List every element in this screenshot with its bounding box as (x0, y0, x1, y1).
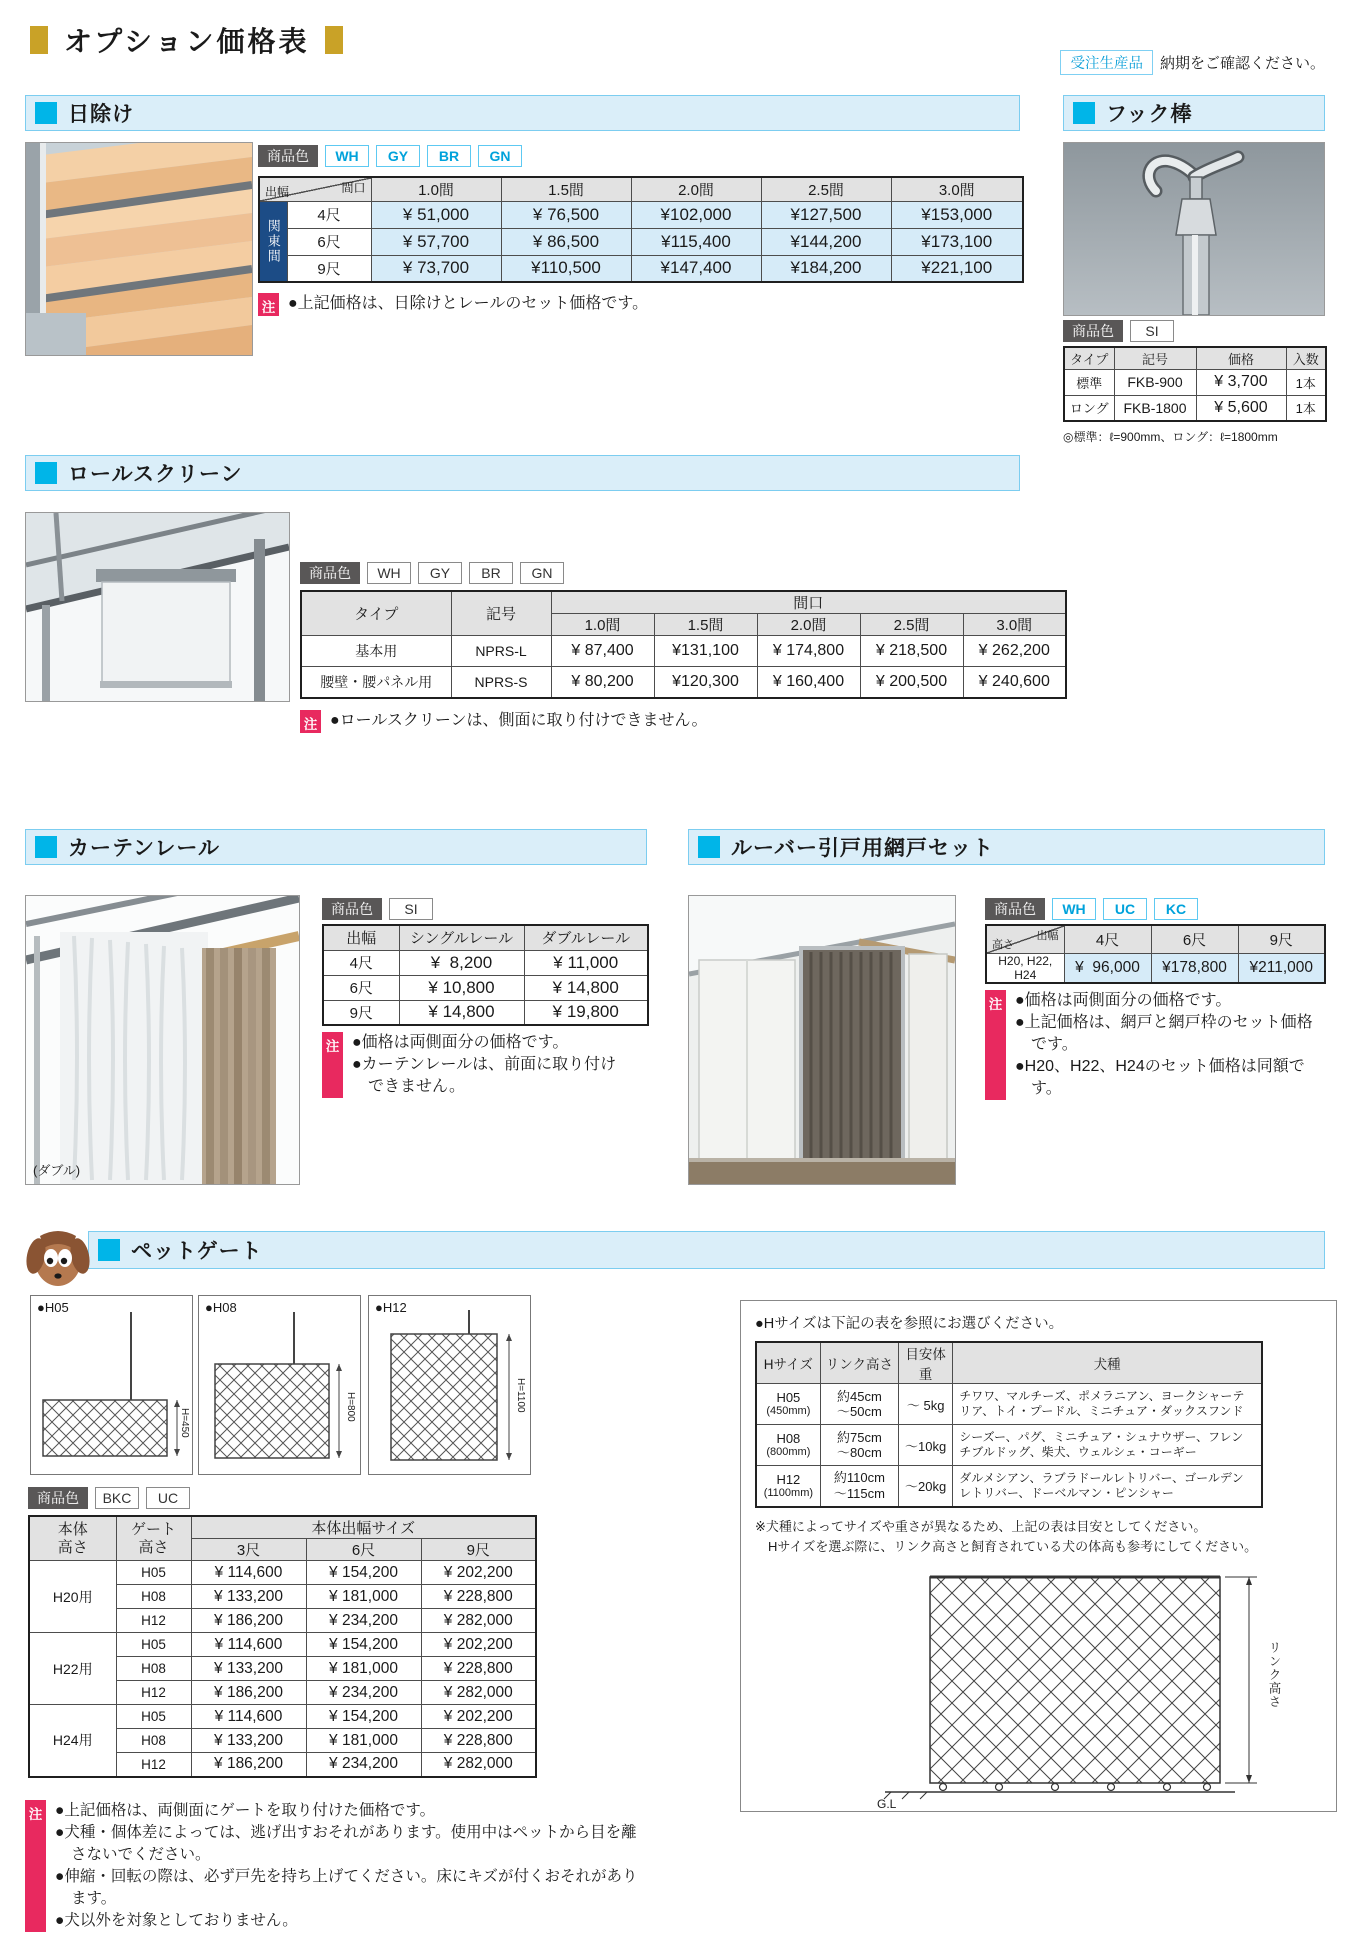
note-text: ※犬種によってサイズや重さが異なるため、上記の表は目安としてください。 (755, 1518, 1207, 1534)
price-cell: ¥ 262,200 (963, 636, 1066, 667)
price-cell: ¥184,200 (761, 255, 891, 282)
page-title: オプション価格表 (64, 26, 310, 57)
color-chip: UC (1103, 898, 1147, 920)
section-hook-header (1063, 95, 1325, 131)
col-header: 3.0間 (963, 614, 1066, 636)
diagram-dimension-label: リンク高さ (1267, 1640, 1281, 1708)
color-label: 商品色 (300, 562, 360, 584)
price-cell: ¥ 154,200 (306, 1705, 421, 1729)
color-chip: GN (520, 562, 564, 584)
price-cell: ¥211,000 (1238, 953, 1325, 983)
price-cell: ¥ 234,200 (306, 1609, 421, 1633)
curtain-price-table (322, 924, 649, 1026)
price-cell: ¥ 133,200 (191, 1729, 306, 1753)
col-header: 3.0間 (891, 177, 1023, 201)
petgate-colors (28, 1487, 190, 1509)
row-label: H05 (116, 1561, 191, 1585)
price-cell: ¥ 8,200 (399, 950, 524, 975)
col-header: 2.5間 (761, 177, 891, 201)
price-cell: ¥ 114,600 (191, 1705, 306, 1729)
color-chip: WH (1052, 898, 1096, 920)
cyan-square-icon (1073, 102, 1095, 124)
price-cell: ¥ 87,400 (551, 636, 654, 667)
price-cell: ¥178,800 (1151, 953, 1238, 983)
size-cell: H12 (1100mm) (756, 1466, 820, 1507)
photo-caption: (ダブル) (33, 1163, 81, 1178)
col-header: ダブルレール (524, 925, 648, 950)
gold-square-icon (30, 26, 48, 54)
color-chip: GY (418, 562, 462, 584)
col-header: 4尺 (1064, 925, 1151, 953)
row-label: ロング (1064, 395, 1114, 421)
price-cell: ¥ 5,600 (1196, 395, 1286, 421)
row-label: H12 (116, 1681, 191, 1705)
weight-cell: 〜20kg (899, 1466, 953, 1507)
col-header: シングルレール (399, 925, 524, 950)
group-label: H24用 (29, 1705, 116, 1777)
price-cell: ¥120,300 (654, 667, 757, 698)
weight-cell: 〜10kg (899, 1425, 953, 1466)
row-label: 6尺 (323, 975, 399, 1000)
price-cell: ¥ 240,600 (963, 667, 1066, 698)
color-chip: KC (1154, 898, 1198, 920)
ground-line-label: G.L (877, 1796, 897, 1811)
price-cell: ¥ 51,000 (371, 201, 501, 228)
row-label: H08 (116, 1729, 191, 1753)
note-text: ●価格は両側面分の価格です。 (352, 1034, 569, 1051)
price-cell: ¥ 282,000 (421, 1681, 536, 1705)
price-cell: ¥127,500 (761, 201, 891, 228)
qty-cell: 1本 (1286, 395, 1326, 421)
price-cell: ¥147,400 (631, 255, 761, 282)
color-label: 商品色 (28, 1487, 88, 1509)
group-label: H20用 (29, 1561, 116, 1633)
petgate-price-table (28, 1515, 537, 1778)
note-badge: 注 (300, 710, 321, 733)
row-label: H12 (116, 1753, 191, 1777)
note-text: ●上記価格は、両側面にゲートを取り付けた価格です。 (55, 1802, 436, 1819)
note-badge: 注 (322, 1032, 343, 1098)
price-cell: ¥ 234,200 (306, 1681, 421, 1705)
color-chip: GN (478, 145, 522, 167)
cyan-square-icon (698, 836, 720, 858)
span-header: 本体出幅サイズ (191, 1516, 536, 1539)
hiyoke-note (258, 293, 648, 316)
note-text: ●伸縮・回転の際は、必ず戸先を持ち上げてください。床にキズが付くおそれがあります。 (55, 1868, 638, 1907)
note-text: ●価格は両側面分の価格です。 (1015, 992, 1232, 1009)
price-cell: ¥ 228,800 (421, 1585, 536, 1609)
price-cell: ¥ 200,500 (860, 667, 963, 698)
color-chip: BKC (95, 1487, 139, 1509)
price-cell: ¥221,100 (891, 255, 1023, 282)
price-cell: ¥ 186,200 (191, 1609, 306, 1633)
price-cell: ¥ 14,800 (524, 975, 648, 1000)
link-height-cell: 約45cm 〜50cm (820, 1384, 898, 1425)
hook-price-table (1063, 346, 1327, 422)
code-cell: NPRS-S (451, 667, 551, 698)
price-cell: ¥ 234,200 (306, 1753, 421, 1777)
col-header: タイプ (301, 591, 451, 636)
section-petgate-header (88, 1231, 1325, 1269)
corner-cell (986, 925, 1064, 953)
price-cell: ¥ 186,200 (191, 1753, 306, 1777)
price-cell: ¥ 228,800 (421, 1729, 536, 1753)
figure-label: ●H12 (375, 1300, 407, 1315)
note-text: ●ロールスクリーンは、側面に取り付けできません。 (330, 712, 708, 729)
link-height-cell: 約110cm 〜115cm (820, 1466, 898, 1507)
price-cell: ¥ 181,000 (306, 1657, 421, 1681)
size-cell: H08 (800mm) (756, 1425, 820, 1466)
corner-top-label: 出幅 (1036, 930, 1059, 942)
color-chip: GY (376, 145, 420, 167)
color-label: 商品色 (1063, 320, 1123, 342)
figure-label: ●H05 (37, 1300, 69, 1315)
petgate-figure-h05 (30, 1295, 193, 1475)
type-cell: 基本用 (301, 636, 451, 667)
type-cell: 腰壁・腰パネル用 (301, 667, 451, 698)
col-header: 本体 高さ (29, 1516, 116, 1561)
code-cell: NPRS-L (451, 636, 551, 667)
size-cell: H05 (450mm) (756, 1384, 820, 1425)
color-chip: WH (367, 562, 411, 584)
hiyoke-colors (258, 145, 522, 167)
petgate-figure-h08 (198, 1295, 361, 1475)
col-header: 1.5間 (501, 177, 631, 201)
price-cell: ¥ 154,200 (306, 1633, 421, 1657)
corner-top-label: 間口 (341, 181, 366, 195)
rollscreen-price-table (300, 590, 1067, 699)
petgate-diagram (875, 1571, 1315, 1823)
col-header: 6尺 (306, 1539, 421, 1561)
note-text: ●犬種・個体差によっては、逃げ出すおそれがあります。使用中はペットから目を離さないでください。 (55, 1824, 637, 1863)
col-header: 犬種 (953, 1342, 1262, 1384)
price-cell: ¥ 202,200 (421, 1705, 536, 1729)
rollscreen-colors (300, 562, 564, 584)
breeds-cell: ダルメシアン、ラブラドールレトリバー、ゴールデンレトリバー、ドーベルマン・ピンシャー (953, 1466, 1262, 1507)
hsize-panel (740, 1300, 1337, 1812)
color-label: 商品色 (322, 898, 382, 920)
row-label: H12 (116, 1609, 191, 1633)
corner-cell (259, 177, 371, 201)
note-badge: 注 (985, 990, 1006, 1100)
weight-cell: 〜 5kg (899, 1384, 953, 1425)
rollscreen-note (300, 710, 708, 733)
section-curtain-title: カーテンレール (68, 837, 221, 860)
col-header: ゲート 高さ (116, 1516, 191, 1561)
petgate-notes (25, 1800, 647, 1932)
note-text: ●上記価格は、網戸と網戸枠のセット価格です。 (1015, 1014, 1313, 1053)
price-cell: ¥ 160,400 (757, 667, 860, 698)
row-label: 9尺 (287, 255, 371, 282)
price-cell: ¥ 11,000 (524, 950, 648, 975)
order-badge: 受注生産品 (1060, 50, 1153, 75)
col-header: 2.5間 (860, 614, 963, 636)
col-header: 3尺 (191, 1539, 306, 1561)
price-cell: ¥ 14,800 (399, 1000, 524, 1025)
price-cell: ¥ 114,600 (191, 1633, 306, 1657)
note-text: ●H20、H22、H24のセット価格は同額です。 (1015, 1058, 1305, 1097)
price-cell: ¥ 3,700 (1196, 369, 1286, 395)
hook-footnote: ◎標準：ℓ=900mm、ロング：ℓ=1800mm (1063, 430, 1278, 444)
section-petgate-title: ペットゲート (131, 1240, 263, 1263)
region-label: 関東間 (259, 201, 287, 282)
color-chip: WH (325, 145, 369, 167)
col-header: 9尺 (421, 1539, 536, 1561)
cyan-square-icon (35, 102, 57, 124)
price-cell: ¥ 186,200 (191, 1681, 306, 1705)
cyan-square-icon (35, 836, 57, 858)
price-cell: ¥ 57,700 (371, 228, 501, 255)
color-chip: SI (389, 898, 433, 920)
col-header: 2.0間 (631, 177, 761, 201)
price-cell: ¥ 154,200 (306, 1561, 421, 1585)
order-note-text: 納期をご確認ください。 (1159, 55, 1325, 72)
col-header: 1.0間 (551, 614, 654, 636)
col-header: Hサイズ (756, 1342, 820, 1384)
col-header: リンク高さ (820, 1342, 898, 1384)
curtain-photo (25, 895, 300, 1185)
note-text: Hサイズを選ぶ際に、リンク高さと飼育されている犬の体高も参考にしてください。 (755, 1538, 1258, 1554)
col-header: 出幅 (323, 925, 399, 950)
price-cell: ¥ 282,000 (421, 1609, 536, 1633)
price-cell: ¥ 133,200 (191, 1657, 306, 1681)
dimension-label: H=450 (179, 1408, 190, 1438)
col-header: 9尺 (1238, 925, 1325, 953)
row-label: 4尺 (287, 201, 371, 228)
group-label: H22用 (29, 1633, 116, 1705)
price-cell: ¥ 114,600 (191, 1561, 306, 1585)
col-header: 入数 (1286, 347, 1326, 369)
page-title-row (30, 20, 343, 60)
price-cell: ¥ 218,500 (860, 636, 963, 667)
col-header: 記号 (1114, 347, 1196, 369)
price-cell: ¥ 133,200 (191, 1585, 306, 1609)
col-header: 記号 (451, 591, 551, 636)
row-label: 6尺 (287, 228, 371, 255)
price-cell: ¥ 181,000 (306, 1585, 421, 1609)
price-cell: ¥131,100 (654, 636, 757, 667)
gold-square-icon (325, 26, 343, 54)
hsize-intro: ●Hサイズは下記の表を参照にお選びください。 (755, 1316, 1064, 1332)
row-label: 標準 (1064, 369, 1114, 395)
dimension-label: H=800 (345, 1392, 356, 1422)
louver-note (985, 990, 1323, 1100)
col-header: タイプ (1064, 347, 1114, 369)
cyan-square-icon (35, 462, 57, 484)
note-badge: 注 (25, 1800, 46, 1932)
section-louver-header (688, 829, 1325, 865)
breeds-cell: シーズー、パグ、ミニチュア・シュナウザー、フレンチブルドッグ、柴犬、ウェルシェ・コーギー (953, 1425, 1262, 1466)
color-chip: BR (469, 562, 513, 584)
price-cell: ¥ 10,800 (399, 975, 524, 1000)
color-label: 商品色 (985, 898, 1045, 920)
col-header: 2.0間 (757, 614, 860, 636)
section-hiyoke-title: 日除け (68, 103, 134, 126)
col-header: 価格 (1196, 347, 1286, 369)
col-header: 1.5間 (654, 614, 757, 636)
price-cell: ¥ 181,000 (306, 1729, 421, 1753)
price-cell: ¥ 73,700 (371, 255, 501, 282)
section-louver-title: ルーバー引戸用網戸セット (731, 837, 994, 860)
price-cell: ¥ 282,000 (421, 1753, 536, 1777)
section-hiyoke-header (25, 95, 1020, 131)
link-height-cell: 約75cm 〜80cm (820, 1425, 898, 1466)
row-label: H05 (116, 1633, 191, 1657)
price-cell: ¥ 174,800 (757, 636, 860, 667)
price-cell: ¥144,200 (761, 228, 891, 255)
price-cell: ¥110,500 (501, 255, 631, 282)
dimension-label: H=1100 (515, 1378, 526, 1413)
order-note (1060, 50, 1325, 75)
corner-bottom-label: 出幅 (265, 184, 290, 199)
price-cell: ¥ 76,500 (501, 201, 631, 228)
color-chip: SI (1130, 320, 1174, 342)
code-cell: FKB-900 (1114, 369, 1196, 395)
price-cell: ¥173,100 (891, 228, 1023, 255)
section-rollscreen-title: ロールスクリーン (68, 463, 243, 486)
price-cell: ¥ 80,200 (551, 667, 654, 698)
figure-label: ●H08 (205, 1300, 237, 1315)
color-chip: UC (146, 1487, 190, 1509)
row-label: H08 (116, 1657, 191, 1681)
louver-photo (688, 895, 956, 1185)
note-badge: 注 (258, 293, 279, 316)
breeds-cell: チワワ、マルチーズ、ポメラニアン、ヨークシャーテリア、トイ・プードル、ミニチュア・ダックスフンド (953, 1384, 1262, 1425)
corner-bottom-label: 高さ (992, 938, 1014, 951)
hsize-table (755, 1341, 1263, 1508)
row-label: H08 (116, 1585, 191, 1609)
louver-colors (985, 898, 1198, 920)
dog-icon (26, 1222, 90, 1299)
span-header: 間口 (551, 591, 1066, 614)
price-cell: ¥153,000 (891, 201, 1023, 228)
section-curtain-header (25, 829, 647, 865)
price-cell: ¥ 202,200 (421, 1633, 536, 1657)
color-label: 商品色 (258, 145, 318, 167)
price-cell: ¥ 96,000 (1064, 953, 1151, 983)
col-header: 目安体重 (899, 1342, 953, 1384)
row-label: H20, H22, H24 (986, 953, 1064, 983)
hook-colors (1063, 320, 1174, 342)
curtain-colors (322, 898, 433, 920)
col-header: 6尺 (1151, 925, 1238, 953)
code-cell: FKB-1800 (1114, 395, 1196, 421)
section-rollscreen-header (25, 455, 1020, 491)
price-cell: ¥ 202,200 (421, 1561, 536, 1585)
cyan-square-icon (98, 1239, 120, 1261)
color-chip: BR (427, 145, 471, 167)
row-label: H05 (116, 1705, 191, 1729)
hook-photo (1063, 142, 1325, 316)
note-text: ●犬以外を対象としておりません。 (55, 1912, 298, 1929)
note-text: ●カーテンレールは、前面に取り付けできません。 (352, 1056, 617, 1095)
note-text: ●上記価格は、日除けとレールのセット価格です。 (288, 295, 649, 312)
rollscreen-photo (25, 512, 290, 702)
hsize-notes (755, 1517, 1322, 1557)
hiyoke-price-table (258, 176, 1024, 283)
col-header: 1.0間 (371, 177, 501, 201)
qty-cell: 1本 (1286, 369, 1326, 395)
petgate-figure-h12 (368, 1295, 531, 1475)
price-cell: ¥ 86,500 (501, 228, 631, 255)
price-cell: ¥102,000 (631, 201, 761, 228)
louver-price-table (985, 924, 1326, 984)
section-hook-title: フック棒 (1106, 103, 1193, 126)
hiyoke-photo (25, 142, 253, 356)
price-cell: ¥115,400 (631, 228, 761, 255)
row-label: 9尺 (323, 1000, 399, 1025)
row-label: 4尺 (323, 950, 399, 975)
price-cell: ¥ 228,800 (421, 1657, 536, 1681)
curtain-note (322, 1032, 628, 1098)
price-cell: ¥ 19,800 (524, 1000, 648, 1025)
